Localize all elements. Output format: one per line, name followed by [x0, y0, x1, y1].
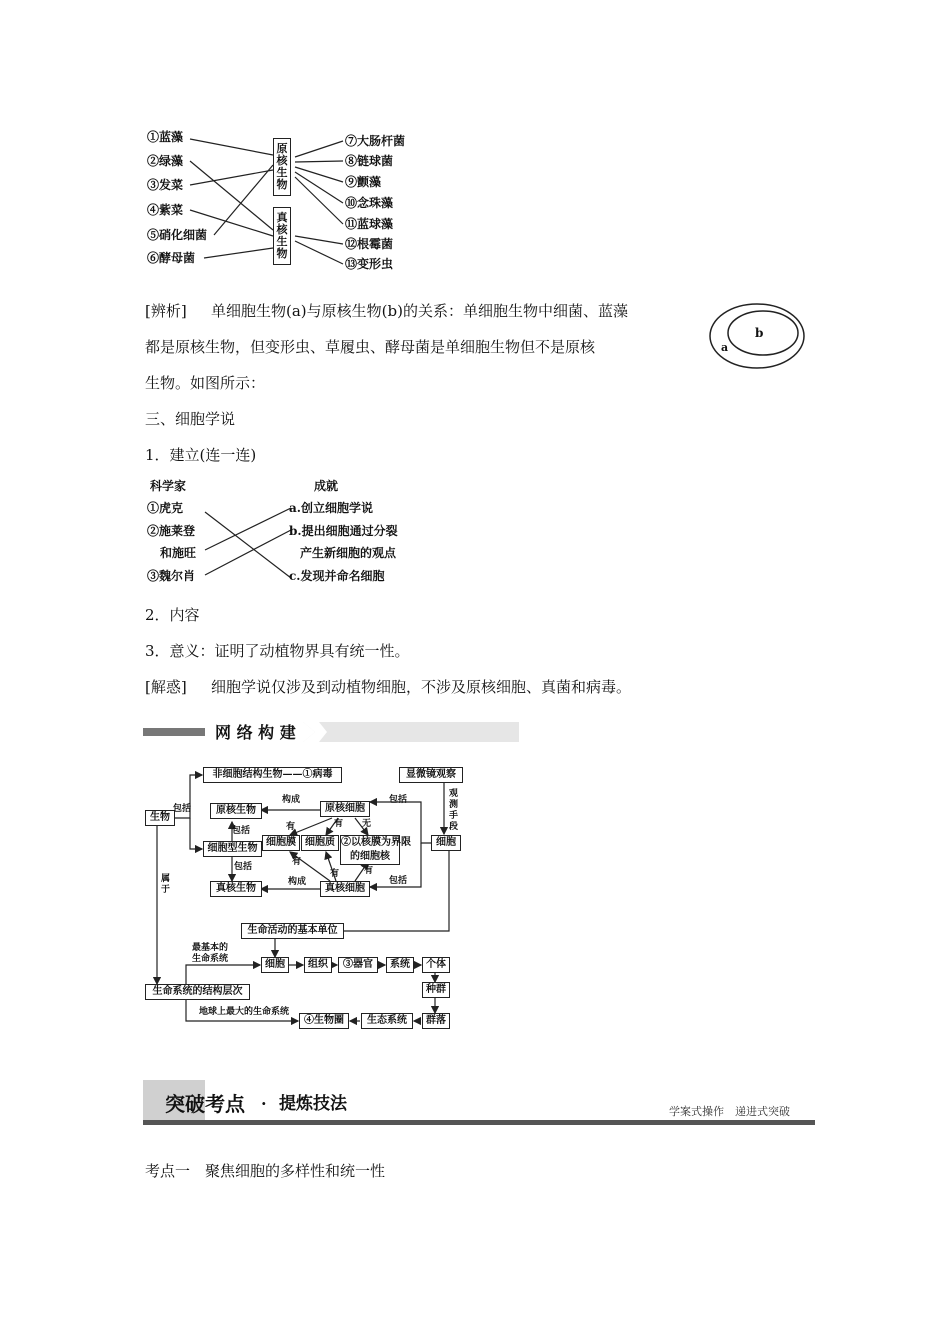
achievement: a.创立细胞学说: [289, 501, 373, 515]
edge-label-include: 包括: [173, 804, 192, 814]
node-membrane: 细胞膜: [262, 835, 300, 851]
edge-label-largest: 地球上最大的生命系统: [199, 1007, 290, 1017]
edge-label-hasnot: 无: [362, 819, 372, 829]
scientist: 和施旺: [160, 546, 197, 560]
edge-label-has: 有: [286, 822, 296, 832]
edge-label-basic-system: 最基本的: [192, 943, 229, 953]
right-item: ⑧链球菌: [345, 154, 394, 168]
node-organism: 生物: [145, 810, 175, 826]
node-eukaryote-cell: 真核细胞: [320, 881, 370, 897]
edge-label-has: 有: [330, 869, 340, 879]
achievement: b.提出细胞通过分裂: [289, 524, 398, 538]
scientist: ③魏尔肖: [147, 569, 196, 583]
banner-title: 网 络 构 建: [215, 723, 296, 742]
doubt-text: 细胞学说仅涉及到动植物细胞，不涉及原核细胞、真菌和病毒。: [211, 678, 632, 696]
edge-label-basic-system: 生命系统: [192, 954, 229, 964]
right-item: ⑫根霉菌: [345, 237, 394, 251]
node-level-system: 系统: [386, 957, 414, 973]
analysis-tag: [辨析]: [145, 302, 187, 320]
point-1-title: 考点一 聚焦细胞的多样性和统一性: [145, 1162, 386, 1180]
analysis-line: 生物。如图所示：: [145, 374, 266, 392]
node-level-community: 群落: [422, 1013, 450, 1029]
node-level-organ: ③器官: [338, 957, 378, 973]
node-cellular-organism: 细胞型生物: [203, 841, 262, 857]
edge-label-include: 包括: [389, 876, 408, 886]
venn-label-a: a: [721, 341, 729, 354]
doubt-tag: [解惑]: [145, 678, 187, 696]
right-item: ⑦大肠杆菌: [345, 134, 406, 148]
left-item: ①蓝藻: [147, 130, 184, 144]
node-level-tissue: 组织: [304, 957, 332, 973]
eukaryote-box: 真核生物: [273, 207, 291, 265]
analysis-line: 单细胞生物(a)与原核生物(b)的关系：单细胞生物中细菌、蓝藻: [211, 302, 628, 320]
breakthrough-title: 突破考点: [165, 1092, 245, 1116]
edge-label-has: 有: [334, 819, 344, 829]
node-prokaryote-organism: 原核生物: [210, 803, 262, 819]
right-item: ⑩念珠藻: [345, 196, 394, 210]
node-nucleus: [340, 835, 411, 865]
node-cytoplasm: 细胞质: [301, 835, 339, 851]
item-2: 2．内容: [145, 606, 200, 624]
node-basic-unit: 生命活动的基本单位: [241, 923, 344, 939]
section-title: 三、细胞学说: [145, 410, 236, 428]
achievement: 产生新细胞的观点: [300, 546, 397, 560]
prokaryote-box: 原核生物: [273, 138, 291, 196]
right-item: ⑨颤藻: [345, 175, 382, 189]
achievement: c.发现并命名细胞: [289, 569, 385, 583]
left-item: ③发菜: [147, 178, 184, 192]
item-3: 3．意义：证明了动植物界具有统一性。: [145, 642, 410, 660]
node-level-population: 种群: [422, 982, 450, 998]
edge-label-has: 有: [364, 866, 374, 876]
node-nucleus-line: 的细胞核: [350, 851, 390, 862]
venn-label-b: b: [755, 326, 764, 340]
breakthrough-header: [143, 1080, 815, 1126]
node-level-individual: 个体: [422, 957, 450, 973]
left-item: ⑥酵母菌: [147, 251, 196, 265]
col-head-scientist: 科学家: [150, 479, 187, 493]
scientist: ①虎克: [147, 501, 184, 515]
node-life-levels: 生命系统的结构层次: [145, 984, 250, 1000]
node-nucleus-line: ②以核膜为界限: [341, 837, 411, 848]
right-item: ⑪蓝球藻: [345, 217, 394, 231]
node-eukaryote-organism: 真核生物: [210, 881, 262, 897]
node-noncellular: 非细胞结构生物——①病毒: [203, 767, 342, 783]
edge-label-include: 包括: [232, 826, 251, 836]
edge-label-belong: 属于: [161, 874, 171, 895]
edge-label-has: 有: [292, 857, 302, 867]
edge-label-include: 包括: [389, 795, 408, 805]
col-head-achievement: 成就: [314, 479, 339, 493]
edge-label-observe: 观测手段: [449, 789, 459, 832]
node-cell: 细胞: [431, 835, 461, 851]
node-microscope: 显微镜观察: [399, 767, 463, 783]
breakthrough-dot: ·: [261, 1094, 267, 1113]
node-level-ecosystem: 生态系统: [361, 1013, 413, 1029]
node-prokaryote-cell: 原核细胞: [320, 801, 370, 817]
left-item: ②绿藻: [147, 154, 184, 168]
edge-label-include: 包括: [234, 862, 253, 872]
edge-label-constitute: 构成: [282, 795, 301, 805]
node-level-cell: 细胞: [261, 957, 289, 973]
scientist: ②施莱登: [147, 524, 196, 538]
node-level-biosphere: ④生物圈: [299, 1013, 349, 1029]
left-item: ⑤硝化细菌: [147, 228, 208, 242]
left-item: ④紫菜: [147, 203, 184, 217]
edge-label-constitute: 构成: [288, 877, 307, 887]
breakthrough-subtitle: 提炼技法: [279, 1094, 347, 1114]
breakthrough-right: 学案式操作 递进式突破: [669, 1105, 790, 1118]
right-item: ⑬变形虫: [345, 257, 394, 271]
analysis-line: 都是原核生物，但变形虫、草履虫、酵母菌是单细胞生物但不是原核: [145, 338, 596, 356]
item-1: 1．建立(连一连): [145, 446, 257, 464]
